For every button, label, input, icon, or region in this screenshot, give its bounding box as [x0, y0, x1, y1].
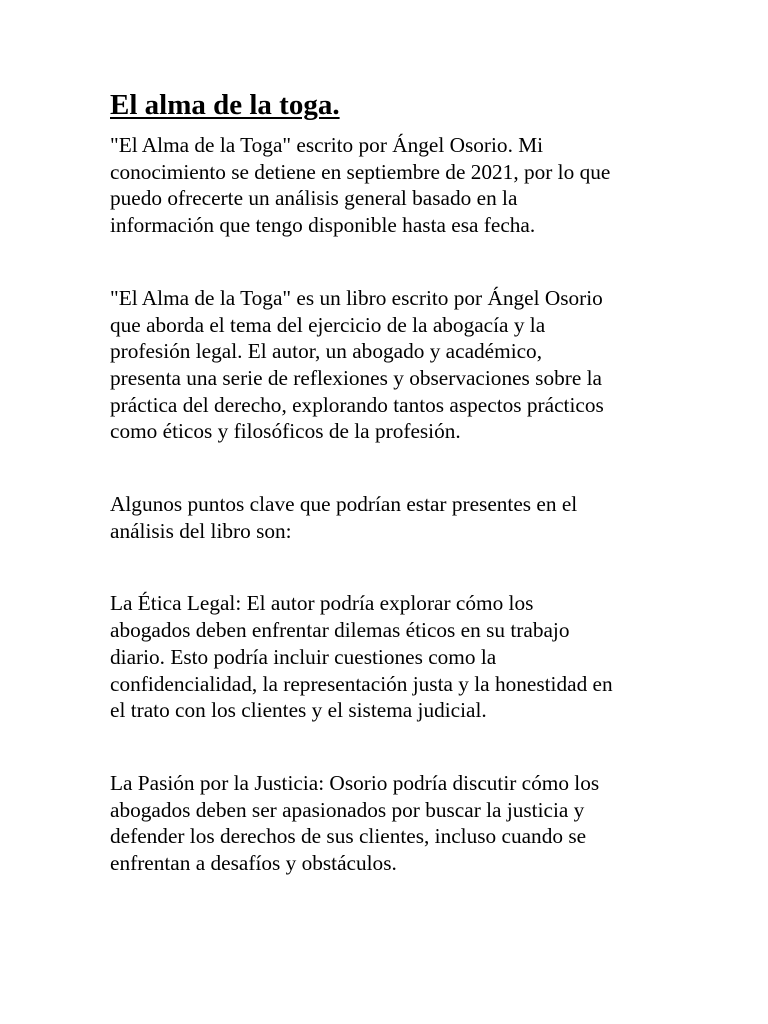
paragraph-legal-ethics [110, 590, 666, 724]
text-line: profesión legal. El autor, un abogado y académico, [110, 339, 543, 364]
text-line: abogados deben enfrentar dilemas éticos en su trabajo [110, 618, 570, 643]
text-line: "El Alma de la Toga" escrito por Ángel Osorio. Mi [110, 133, 544, 157]
text-line: que aborda el tema del ejercicio de la abogacía y la [110, 312, 546, 337]
paragraph-key-points-intro [110, 491, 666, 544]
text-line: enfrentan a desafíos y obstáculos. [110, 851, 397, 876]
document-page [110, 88, 666, 877]
text-line: confidencialidad, la representación justa y la honestidad en [110, 671, 613, 696]
text-line: como éticos y filosóficos de la profesión. [110, 419, 461, 444]
text-line: análisis del libro son: [110, 518, 292, 543]
paragraph-passion-for-justice [110, 770, 666, 877]
paragraph-book-summary [110, 285, 666, 445]
text-line: abogados deben ser apasionados por buscar la justicia y [110, 797, 585, 822]
document-title: El alma de la toga. [110, 89, 340, 121]
text-line: La Pasión por la Justicia: Osorio podría discutir cómo los [110, 770, 600, 795]
text-line: La Ética Legal: El autor podría explorar cómo los [110, 591, 534, 616]
text-line: defender los derechos de sus clientes, incluso cuando se [110, 824, 587, 849]
text-line: el trato con los clientes y el sistema judicial. [110, 698, 487, 723]
paragraph-intro [110, 132, 666, 239]
text-line: Algunos puntos clave que podrían estar presentes en el [110, 492, 578, 517]
text-line: presenta una serie de reflexiones y observaciones sobre la [110, 365, 602, 390]
text-line: "El Alma de la Toga" es un libro escrito por Ángel Osorio [110, 285, 603, 310]
text-line: información que tengo disponible hasta esa fecha. [110, 213, 536, 238]
text-line: práctica del derecho, explorando tantos aspectos prácticos [110, 392, 604, 417]
text-line: conocimiento se detiene en septiembre de 2021, por lo que [110, 159, 611, 184]
text-line: puedo ofrecerte un análisis general basado en la [110, 186, 518, 211]
text-line: diario. Esto podría incluir cuestiones como la [110, 644, 497, 669]
